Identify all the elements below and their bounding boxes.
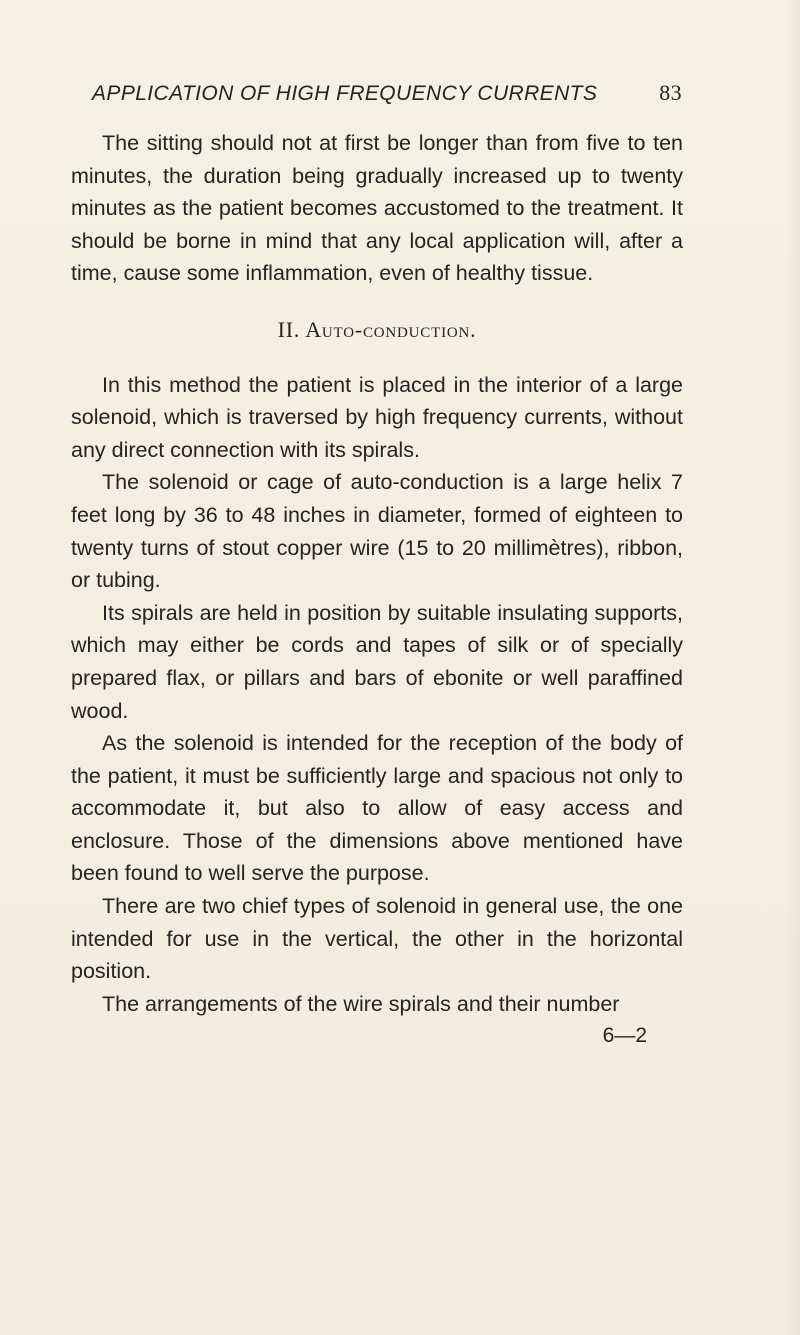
paragraph-reception: As the solenoid is intended for the reception of the body of the patient, it must be sufficiently large and spacious not only to accommodate it, but also to allow of easy access and enclosure. Those of the dimensions above mentioned have been found to well serve the purpose. xyxy=(71,731,683,886)
paragraph-types: There are two chief types of solenoid in general use, the one intended for use in the vertical, the other in the horizontal position. xyxy=(71,894,683,984)
paragraph-sitting: The sitting should not at first be longer than from five to ten minutes, the duration being gradually increased up to twenty minutes as the patient becomes accustomed to the treatment. It should be borne in mind that any local application will, after a time, cause some inflammation, even of healthy tissue. xyxy=(71,131,683,286)
section-heading: II. Auto-conduction. xyxy=(277,316,477,342)
body-text xyxy=(71,127,683,1052)
paragraph-arrangements: The arrangements of the wire spirals and their number xyxy=(102,991,620,1016)
page-edge-shadow xyxy=(786,0,800,1335)
signature-mark: 6—2 xyxy=(602,1024,647,1048)
page-number: 83 xyxy=(659,80,682,105)
paragraph-solenoid: The solenoid or cage of auto-conduction is a large helix 7 feet long by 36 to 48 inches in diameter, formed of eighteen to twenty turns of stout copper wire (15 to 20 millimètres), ribbon, or tubing. xyxy=(71,470,683,593)
paragraph-spirals: Its spirals are held in position by suitable insulating supports, which may either be cords and tapes of silk or of specially prepared flax, or pillars and bars of ebonite or well paraffined wood. xyxy=(71,600,683,723)
running-title: APPLICATION OF HIGH FREQUENCY CURRENTS xyxy=(92,82,598,105)
paragraph-method: In this method the patient is placed in the interior of a large solenoid, which is traversed by high frequency currents, without any direct connection with its spirals. xyxy=(71,372,683,462)
running-header xyxy=(92,80,682,114)
